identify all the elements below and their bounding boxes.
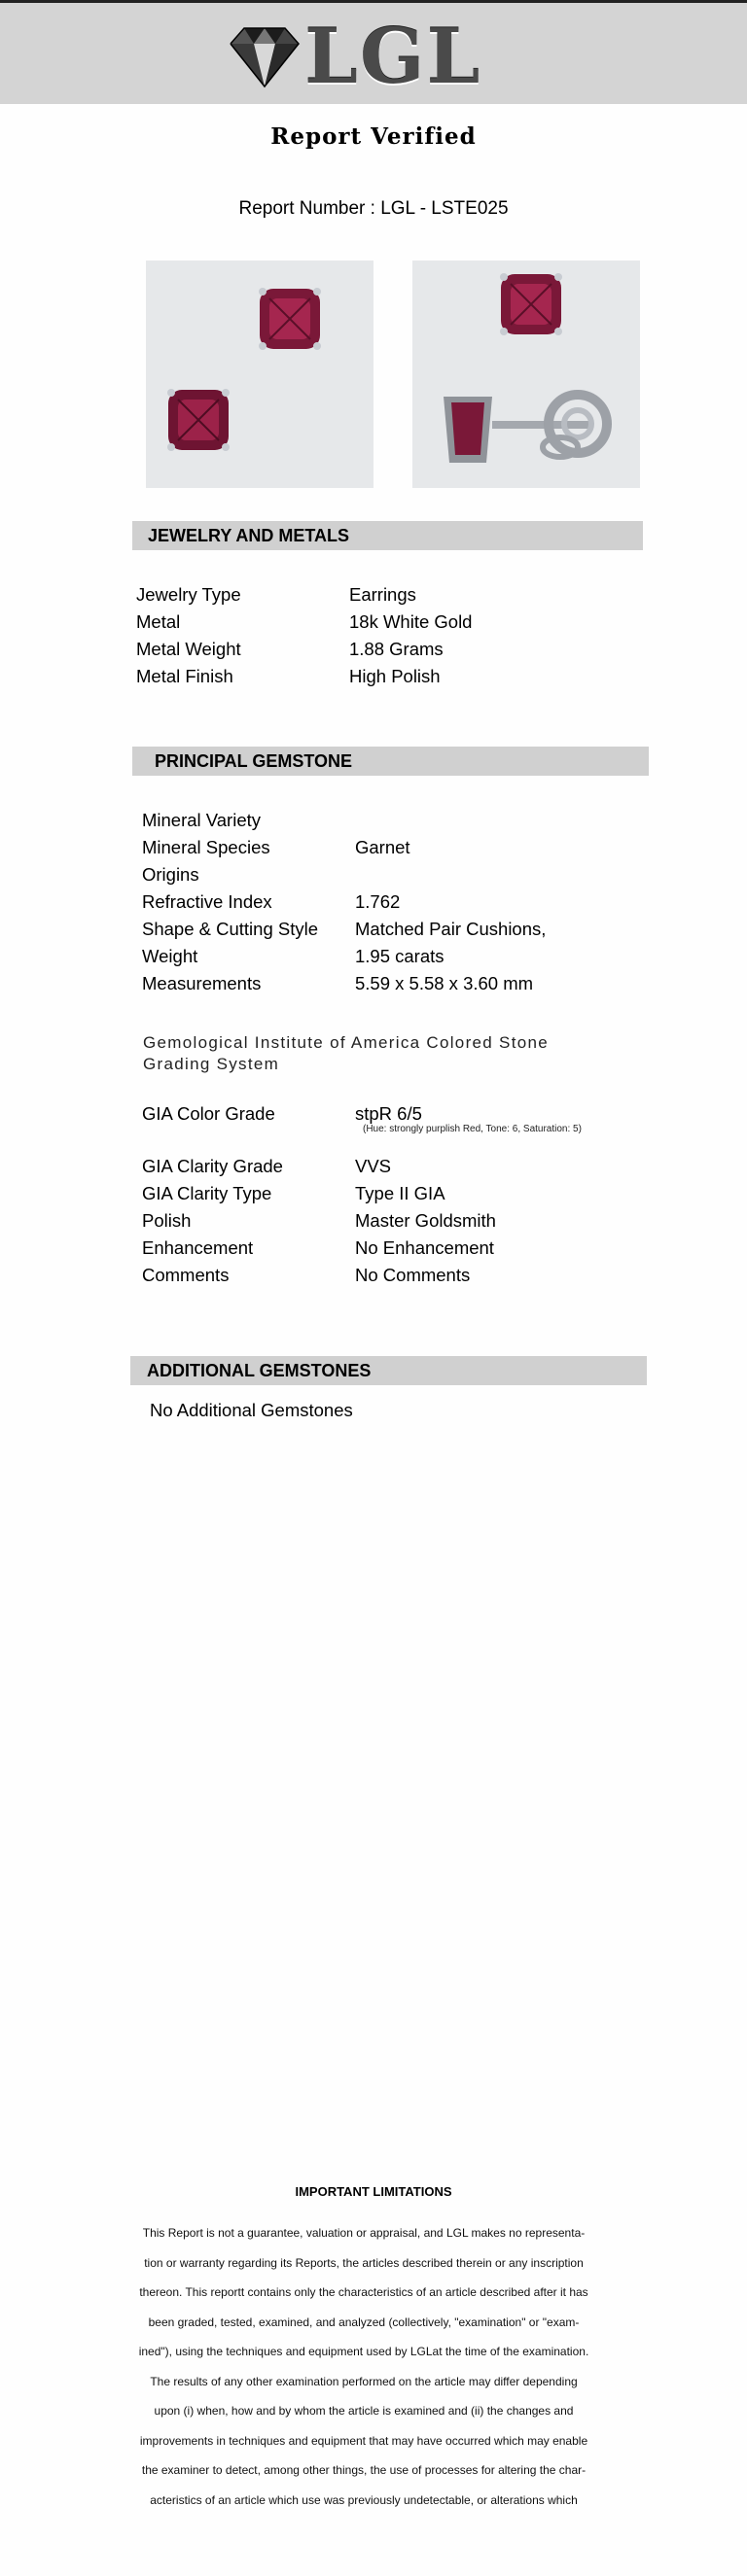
row-value: Matched Pair Cushions, [355, 919, 547, 939]
row-value: No Comments [355, 1265, 471, 1285]
row-value: High Polish [349, 666, 441, 686]
limitations-line: tion or warranty regarding its Reports, the articles described therein or any inscription [144, 2255, 584, 2270]
row-value: Earrings [349, 584, 416, 605]
row-value: Master Goldsmith [355, 1210, 496, 1231]
gia-grading-system-title: Gemological Institute of America Colored Stone Grading System [143, 1033, 549, 1073]
row-label: Enhancement [142, 1237, 254, 1258]
limitations-line: improvements in techniques and equipment that may have occurred which may enable [139, 2433, 588, 2448]
row-value: VVS [355, 1156, 392, 1176]
row-label: Polish [142, 1210, 192, 1231]
row-label: GIA Clarity Grade [142, 1156, 283, 1176]
color-grade-note: (Hue: strongly purplish Red, Tone: 6, Saturation: 5) [363, 1124, 582, 1134]
row-label: Weight [142, 946, 198, 966]
row-value: No Enhancement [355, 1237, 494, 1258]
additional-gemstones-title: ADDITIONAL GEMSTONES [147, 1361, 372, 1380]
row-label: Comments [142, 1265, 230, 1285]
row-label: Mineral Variety [142, 810, 262, 830]
additional-gemstones-text: No Additional Gemstones [150, 1400, 353, 1420]
stud-profile-image [412, 261, 640, 488]
additional-gemstones-header [130, 1356, 647, 1385]
limitations-line: ined"), using the techniques and equipment used by LGLat the time of the examination. [138, 2345, 589, 2358]
row-label: Origins [142, 864, 199, 885]
row-label: Metal [136, 611, 181, 632]
limitations-line: This Report is not a guarantee, valuation or appraisal, and LGL makes no representa- [142, 2226, 586, 2240]
earrings-photo-front [146, 261, 374, 488]
important-limitations-text [105, 2218, 622, 2515]
limitations-line: thereon. This reportt contains only the characteristics of an article described after it has [139, 2285, 588, 2299]
row-value: Type II GIA [355, 1183, 445, 1203]
page-header [0, 3, 747, 104]
row-value: 1.762 [355, 891, 401, 912]
report-number: Report Number : LGL - LSTE025 [238, 198, 509, 219]
row-value: 1.95 carats [355, 946, 445, 966]
row-value: 5.59 x 5.58 x 3.60 mm [355, 973, 534, 993]
jewelry-metals-title: JEWELRY AND METALS [148, 526, 350, 545]
principal-gemstone-title: PRINCIPAL GEMSTONE [155, 751, 353, 771]
limitations-line: acteristics of an article which use was previously undetectable, or alterations which [150, 2492, 578, 2507]
important-limitations-title: IMPORTANT LIMITATIONS [295, 2184, 452, 2199]
row-value: Garnet [355, 837, 410, 857]
row-label: Metal Weight [136, 639, 241, 659]
report-verified-title: Report Verified [270, 123, 477, 150]
jewelry-metals-header [132, 521, 643, 550]
row-label: Refractive Index [142, 891, 272, 912]
row-label: Metal Finish [136, 666, 233, 686]
earrings-photo-side [412, 261, 640, 488]
row-label: Measurements [142, 973, 262, 993]
limitations-line: been graded, tested, examined, and analyzed (collectively, "examination" or "exam- [148, 2315, 580, 2329]
row-value: 18k White Gold [349, 611, 473, 632]
cushion-stud-image [146, 261, 374, 488]
row-label: Mineral Species [142, 837, 270, 857]
principal-gemstone-header [132, 747, 649, 776]
diamond-logo-icon [229, 26, 301, 88]
logo-text: LGL [304, 13, 482, 101]
limitations-line: The results of any other examination performed on the article may differ depending [150, 2374, 578, 2388]
limitations-line: upon (i) when, how and by whom the article is examined and (ii) the changes and [154, 2404, 574, 2418]
row-label: Shape & Cutting Style [142, 919, 318, 939]
limitations-line: the examiner to detect, among other things, the use of processes for altering the char- [141, 2463, 587, 2477]
row-label: Jewelry Type [136, 584, 241, 605]
row-label: GIA Clarity Type [142, 1183, 272, 1203]
row-value: 1.88 Grams [349, 639, 444, 659]
lgl-logo[interactable] [229, 13, 482, 101]
row-value: stpR 6/5 [355, 1103, 422, 1124]
row-label: GIA Color Grade [142, 1103, 275, 1124]
